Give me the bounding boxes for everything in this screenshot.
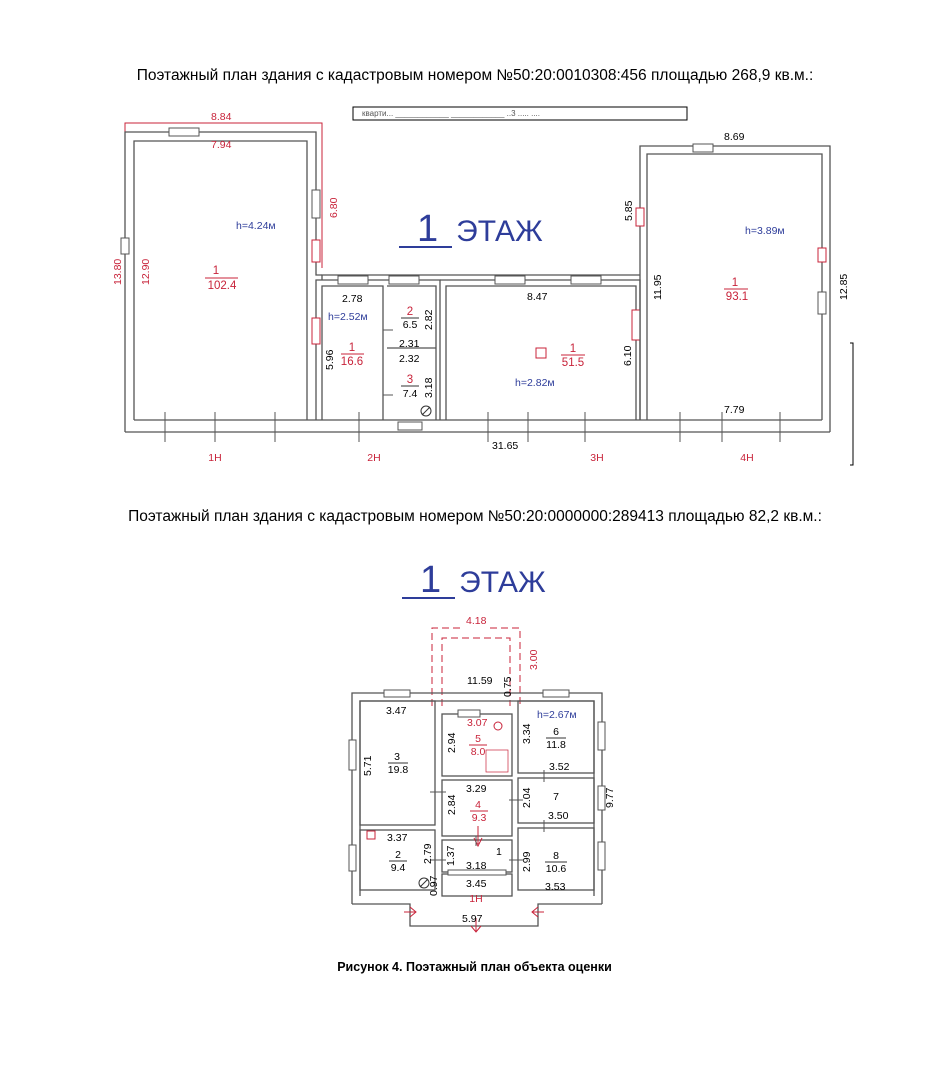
plan2-dim-room5-width: 3.07 <box>467 717 488 729</box>
plan1-room1-area: 102.4 <box>207 280 237 292</box>
plan1-door <box>398 422 422 430</box>
plan2-dim-room7-height: 2.04 <box>521 787 533 808</box>
plan1-dim-room23-height: 3.18 <box>423 377 435 398</box>
plan2-dim-room4-width: 3.29 <box>466 783 487 795</box>
plan1-floor-number: 1 <box>399 214 452 248</box>
plan2-floor-number: 1 <box>402 565 455 599</box>
plan1-room-7-4-area: 7.4 <box>402 388 418 400</box>
plan2-dim-room7-width: 3.50 <box>548 810 569 822</box>
plan1-window <box>495 276 525 284</box>
plan1-window <box>636 208 644 226</box>
plan2-window <box>543 690 569 697</box>
plan1-window <box>389 276 419 284</box>
plan1-room-51-5 <box>446 286 636 420</box>
plan1-room-16-6-area: 16.6 <box>340 356 364 368</box>
plan1-outer-dim-line <box>125 123 322 430</box>
plan2-section-1n: 1Н <box>469 893 483 905</box>
plan1-door <box>312 240 320 262</box>
plan2-room4-area: 9.3 <box>471 812 487 824</box>
plan1-room-93-1-area: 93.1 <box>725 291 749 303</box>
plan1-dim-room2-width: 2.78 <box>342 293 363 305</box>
plan1-fixture-symbol <box>422 407 430 415</box>
plan2-dim-room1-width: 3.18 <box>466 860 487 872</box>
plan1-window <box>818 292 826 314</box>
plan2-dim-gap: 0.75 <box>502 676 514 697</box>
plan1-section-3n: 3Н <box>590 452 604 464</box>
plan2-dim-room3-height: 5.71 <box>362 755 374 776</box>
plan2-dim-room1-height: 1.37 <box>445 845 457 866</box>
plan1-dim-room23-width: 2.32 <box>399 353 420 365</box>
plan2-window <box>349 740 356 770</box>
plan2-room4-number: 4 <box>475 799 481 811</box>
plan1-room-51-5-number: 1 <box>569 343 577 355</box>
plan2-window <box>458 710 480 717</box>
plan2-drawing <box>349 615 616 932</box>
plan1-window <box>312 190 320 218</box>
plan2-dim-bottom-small: 0.97 <box>428 875 440 896</box>
plan2-bath-symbol <box>486 750 508 772</box>
plan2-window <box>384 690 410 697</box>
plan2-room6-number: 6 <box>553 726 559 738</box>
plan2-dim-room2-height: 2.79 <box>422 843 434 864</box>
plan1-dim-bottom-right: 7.79 <box>724 404 745 416</box>
plan2-room5-area: 8.0 <box>470 746 486 758</box>
plan2-dim-bottom-mid: 3.45 <box>466 878 487 890</box>
plan1-floor-word: ЭТАЖ <box>456 215 543 248</box>
plan2-window <box>598 842 605 870</box>
plan1-room-6-5-number: 2 <box>406 306 414 318</box>
plan2-fixture-symbol <box>420 879 428 887</box>
plan1-door <box>818 248 826 262</box>
plan1-door <box>312 318 320 344</box>
plan1-room-16-6-number: 1 <box>348 342 356 354</box>
plan2-room7-number: 7 <box>553 791 559 803</box>
plan1-bottom-ticks <box>165 330 780 442</box>
plan2-dim-room4-height: 2.84 <box>446 794 458 815</box>
plan2-room2-number: 2 <box>395 849 401 861</box>
plan1-section-2n: 2Н <box>367 452 381 464</box>
plan1-dim-right-left: 5.85 <box>623 200 635 221</box>
plan1-section-4n: 4Н <box>740 452 754 464</box>
plan1-window <box>693 144 713 152</box>
plan1-stamp-text: кварти... ____________ ____________ ..3 ..... .... <box>362 109 540 118</box>
figure-caption: Рисунок 4. Поэтажный план объекта оценки <box>337 960 612 974</box>
plan1-room1-number: 1 <box>212 265 220 277</box>
plan2-floor-word: ЭТАЖ <box>459 566 546 599</box>
plan2-dim-right-total: 9.77 <box>604 787 616 808</box>
plan1-window <box>632 310 640 340</box>
plan2-porch-area: 11.59 <box>467 675 493 687</box>
plan2-room8-area: 10.6 <box>545 863 567 875</box>
plan2-room6-area: 11.8 <box>546 739 566 751</box>
plan1-dim-total: 31.65 <box>492 440 519 452</box>
plan2-dim-room5-height: 2.94 <box>446 732 458 753</box>
plan1-bottom-wall <box>125 420 830 432</box>
plan1-window <box>571 276 601 284</box>
plan1-dim-mid-wall: 6.80 <box>328 197 340 218</box>
plan2-dim-room6-height: 3.34 <box>521 723 533 744</box>
plan1-room-51-5-height: h=2.82м <box>515 377 555 389</box>
plan1-drawing <box>112 107 853 465</box>
plan2-room3-number: 3 <box>394 751 400 763</box>
plan2-dim-total: 5.97 <box>462 913 483 925</box>
plan1-marker-square <box>536 348 546 358</box>
plan2-room6-height: h=2.67м <box>537 709 577 721</box>
plan1-dim-room3-height: 6.10 <box>622 345 634 366</box>
plan2-dim-room2-width: 3.37 <box>387 832 408 844</box>
plan2-room3-area: 19.8 <box>387 764 409 776</box>
plan2-room2-area: 9.4 <box>390 862 406 874</box>
plan1-dim-left-outer: 13.80 <box>112 258 124 285</box>
plan2-dim-porch-height: 3.00 <box>528 649 540 670</box>
plan1-section-1n: 1Н <box>208 452 222 464</box>
plan1-window <box>338 276 368 284</box>
plan1-room-6-5-area: 6.5 <box>402 319 418 331</box>
plan1-dim-right-height: 11.95 <box>652 274 664 300</box>
plan1-dim-top-right: 8.69 <box>724 131 745 143</box>
plan1-dim-room3-width: 8.47 <box>527 291 548 303</box>
plan1-edge-bracket <box>850 343 853 465</box>
plan2-window <box>598 722 605 750</box>
plan2-room8-number: 8 <box>553 850 559 862</box>
plan2-dim-room3-width: 3.47 <box>386 705 407 717</box>
plan1-dim-top-left-inner: 7.94 <box>211 139 232 151</box>
plan2-room1-number: 1 <box>496 846 502 858</box>
plan2-dim-room6-width: 3.52 <box>549 761 570 773</box>
plan1-room1-height: h=4.24м <box>236 220 276 232</box>
plan1-window <box>121 238 129 254</box>
plan2-window <box>349 845 356 871</box>
plan1-room-16-6-height: h=2.52м <box>328 311 368 323</box>
plan2-dim-room8-width: 3.53 <box>545 881 566 893</box>
plan1-room-51-5-area: 51.5 <box>561 357 585 369</box>
plan1-title: Поэтажный план здания с кадастровым номером №50:20:0010308:456 площадью 268,9 кв.м.: <box>136 67 814 84</box>
plan2-room5-number: 5 <box>475 733 481 745</box>
plan1-window <box>169 128 199 136</box>
plan1-dim-room2-height: 5.96 <box>324 349 336 370</box>
plan1-room-93-1-number: 1 <box>731 277 739 289</box>
plan2-dim-porch-width: 4.18 <box>466 615 487 627</box>
plan1-dim-right-outer: 12.85 <box>838 273 850 300</box>
plan1-room-7-4-number: 3 <box>406 374 414 386</box>
plan1-dim-room22-width: 2.31 <box>399 338 420 350</box>
plan1-dim-room22-height: 2.82 <box>423 309 435 330</box>
plan1-dim-left-inner: 12.90 <box>140 258 152 285</box>
plan2-porch-inner <box>442 638 510 706</box>
plan1-dim-top-left-outer: 8.84 <box>211 111 232 123</box>
plan2-dim-room8-height: 2.99 <box>521 851 533 872</box>
plan2-toilet-symbol <box>494 722 502 730</box>
plan1-room-93-1-height: h=3.89м <box>745 225 785 237</box>
plan2-title: Поэтажный план здания с кадастровым номером №50:20:0000000:289413 площадью 82,2 кв.м.: <box>128 508 822 525</box>
plan2-fixture-square <box>367 831 375 839</box>
